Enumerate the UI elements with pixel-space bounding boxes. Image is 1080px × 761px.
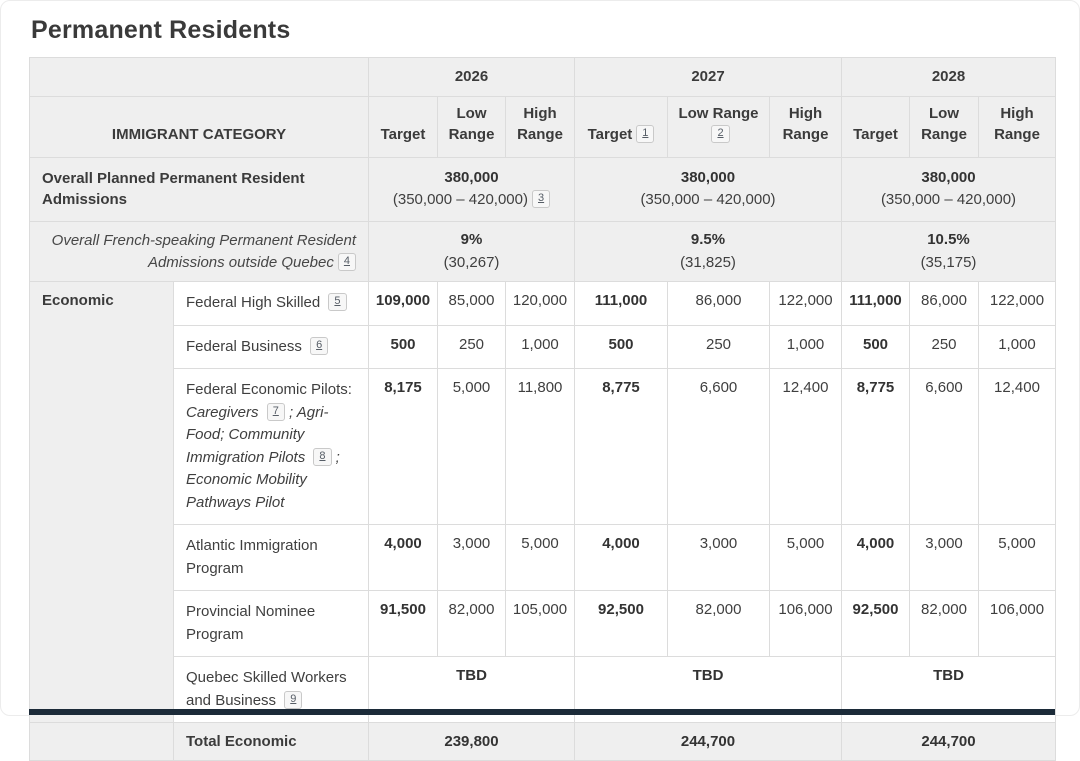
year-header-row (30, 57, 1056, 96)
summary-range-value: (31,825) (680, 253, 736, 271)
summary-range-value: (350,000 – 420,000) (880, 191, 1017, 209)
value-cell: 106,000 (979, 591, 1056, 657)
col-header-2028-low-range: Low Range (910, 96, 979, 157)
summary-value-overall-planned-admissions-2027 (575, 157, 842, 221)
col-header-2027-low-range: Low Range2 (668, 96, 770, 157)
program-label-federal-high-skilled (174, 282, 369, 326)
value-cell: 122,000 (770, 282, 842, 326)
row-federal-high-skilled (30, 282, 1056, 326)
year-header-2027: 2027 (575, 57, 842, 96)
total-economic-label: Total Economic (174, 723, 369, 761)
summary-main-value: 380,000 (921, 168, 976, 186)
summary-label-french-speaking-outside-quebec: Overall French-speaking Permanent Resident Admissions outside Quebec 4 (30, 221, 369, 282)
footnote-link-9[interactable]: 9 (284, 691, 302, 709)
program-label-text: ; Economic Mobility Pathways Pilot (186, 448, 340, 511)
program-label-text: Quebec Skilled Workers and Business (186, 669, 347, 709)
column-header-row (30, 96, 1056, 157)
summary-range-value: (35,175) (920, 253, 977, 271)
col-header-2026-target: Target (369, 96, 438, 157)
summary-main-value: 380,000 (680, 168, 736, 186)
row-federal-economic-pilots (30, 369, 1056, 525)
value-cell: 250 (910, 325, 979, 369)
levels-table-wrapper (29, 57, 1055, 751)
summary-value-french-speaking-outside-quebec-2028 (842, 221, 1056, 282)
value-cell: 6,600 (910, 369, 979, 525)
summary-value-overall-planned-admissions-2026 (369, 157, 575, 221)
summary-row-overall-planned-admissions (30, 157, 1056, 221)
value-cell: 8,175 (369, 369, 438, 525)
value-cell: 8,775 (842, 369, 910, 525)
col-header-2028-target: Target (842, 96, 910, 157)
footnote-link-5[interactable]: 5 (328, 293, 346, 311)
value-cell: 82,000 (910, 591, 979, 657)
value-cell: 1,000 (770, 325, 842, 369)
tbd-cell-2028: TBD (842, 657, 1056, 723)
footnote-link-1[interactable]: 1 (636, 125, 654, 143)
footnote-link-8[interactable]: 8 (313, 448, 331, 466)
value-cell: 92,500 (575, 591, 668, 657)
program-label-federal-economic-pilots (174, 369, 369, 525)
value-cell: 105,000 (506, 591, 575, 657)
total-value-2026: 239,800 (369, 723, 575, 761)
col-header-2026-high-range: High Range (506, 96, 575, 157)
value-cell: 111,000 (575, 282, 668, 326)
value-cell: 5,000 (770, 525, 842, 591)
value-cell: 500 (575, 325, 668, 369)
value-cell: 1,000 (506, 325, 575, 369)
value-cell: 5,000 (506, 525, 575, 591)
value-cell: 5,000 (979, 525, 1056, 591)
col-header-2026-low-range: Low Range (438, 96, 506, 157)
summary-range-value: (350,000 – 420,000) (640, 191, 776, 209)
program-label-text: Federal Business (186, 337, 307, 355)
col-header-2028-high-range: High Range (979, 96, 1056, 157)
value-cell: 8,775 (575, 369, 668, 525)
summary-value-overall-planned-admissions-2028 (842, 157, 1056, 221)
page-title: Permanent Residents (31, 16, 291, 44)
footnote-link-3[interactable]: 3 (532, 190, 550, 208)
immigrant-category-header: IMMIGRANT CATEGORY (30, 96, 369, 157)
summary-label-overall-planned-admissions: Overall Planned Permanent Resident Admissions (30, 157, 369, 221)
summary-value-french-speaking-outside-quebec-2026 (369, 221, 575, 282)
value-cell: 111,000 (842, 282, 910, 326)
category-header-spacer (30, 57, 369, 96)
total-value-2028: 244,700 (842, 723, 1056, 761)
program-label-text: Atlantic Immigration Program (186, 537, 318, 577)
value-cell: 109,000 (369, 282, 438, 326)
footnote-link-7[interactable]: 7 (267, 403, 285, 421)
value-cell: 500 (842, 325, 910, 369)
value-cell: 120,000 (506, 282, 575, 326)
program-label-text: Caregivers (186, 403, 263, 421)
summary-main-value: 9.5% (690, 231, 726, 248)
summary-main-value: 380,000 (444, 168, 499, 186)
value-cell: 82,000 (668, 591, 770, 657)
permanent-residents-table (29, 57, 1056, 761)
value-cell: 86,000 (668, 282, 770, 326)
year-header-2026: 2026 (369, 57, 575, 96)
value-cell: 500 (369, 325, 438, 369)
program-label-provincial-nominee-program (174, 591, 369, 657)
summary-row-french-speaking-outside-quebec (30, 221, 1056, 282)
value-cell: 86,000 (910, 282, 979, 326)
value-cell: 82,000 (438, 591, 506, 657)
value-cell: 12,400 (770, 369, 842, 525)
program-label-federal-business (174, 325, 369, 369)
col-header-2027-target: Target 1 (575, 96, 668, 157)
value-cell: 1,000 (979, 325, 1056, 369)
value-cell: 250 (438, 325, 506, 369)
value-cell: 3,000 (910, 525, 979, 591)
summary-value-french-speaking-outside-quebec-2027 (575, 221, 842, 282)
col-header-2027-high-range: High Range (770, 96, 842, 157)
value-cell: 3,000 (668, 525, 770, 591)
year-header-2028: 2028 (842, 57, 1056, 96)
value-cell: 92,500 (842, 591, 910, 657)
program-label-atlantic-immigration-program (174, 525, 369, 591)
section-divider-bar (29, 709, 1055, 715)
value-cell: 91,500 (369, 591, 438, 657)
summary-range-value: (350,000 – 420,000) 3 (377, 189, 566, 212)
program-label-text: ; Agri-Food; Community Immigration Pilots (186, 403, 329, 466)
value-cell: 106,000 (770, 591, 842, 657)
value-cell: 4,000 (575, 525, 668, 591)
tbd-cell-2026: TBD (369, 657, 575, 723)
footnote-link-4[interactable]: 4 (338, 253, 356, 271)
row-atlantic-immigration-program (30, 525, 1056, 591)
row-federal-business (30, 325, 1056, 369)
footnote-link-6[interactable]: 6 (310, 337, 328, 355)
value-cell: 4,000 (369, 525, 438, 591)
value-cell: 3,000 (438, 525, 506, 591)
group-label-economic: Economic (30, 282, 174, 723)
value-cell: 85,000 (438, 282, 506, 326)
summary-main-value: 9% (460, 231, 483, 248)
value-cell: 11,800 (506, 369, 575, 525)
value-cell: 250 (668, 325, 770, 369)
total-economic-row (30, 723, 1056, 761)
program-label-text: Federal Economic Pilots: (186, 381, 352, 399)
empty-cell (30, 723, 174, 761)
summary-main-value: 10.5% (927, 231, 970, 248)
value-cell: 6,600 (668, 369, 770, 525)
value-cell: 122,000 (979, 282, 1056, 326)
program-label-text: Provincial Nominee Program (186, 603, 316, 643)
summary-range-value: (30,267) (443, 253, 500, 271)
row-provincial-nominee-program (30, 591, 1056, 657)
total-value-2027: 244,700 (575, 723, 842, 761)
value-cell: 5,000 (438, 369, 506, 525)
program-label-text: Federal High Skilled (186, 294, 325, 312)
footnote-link-2[interactable]: 2 (711, 125, 729, 143)
tbd-cell-2027: TBD (575, 657, 842, 723)
value-cell: 4,000 (842, 525, 910, 591)
value-cell: 12,400 (979, 369, 1056, 525)
